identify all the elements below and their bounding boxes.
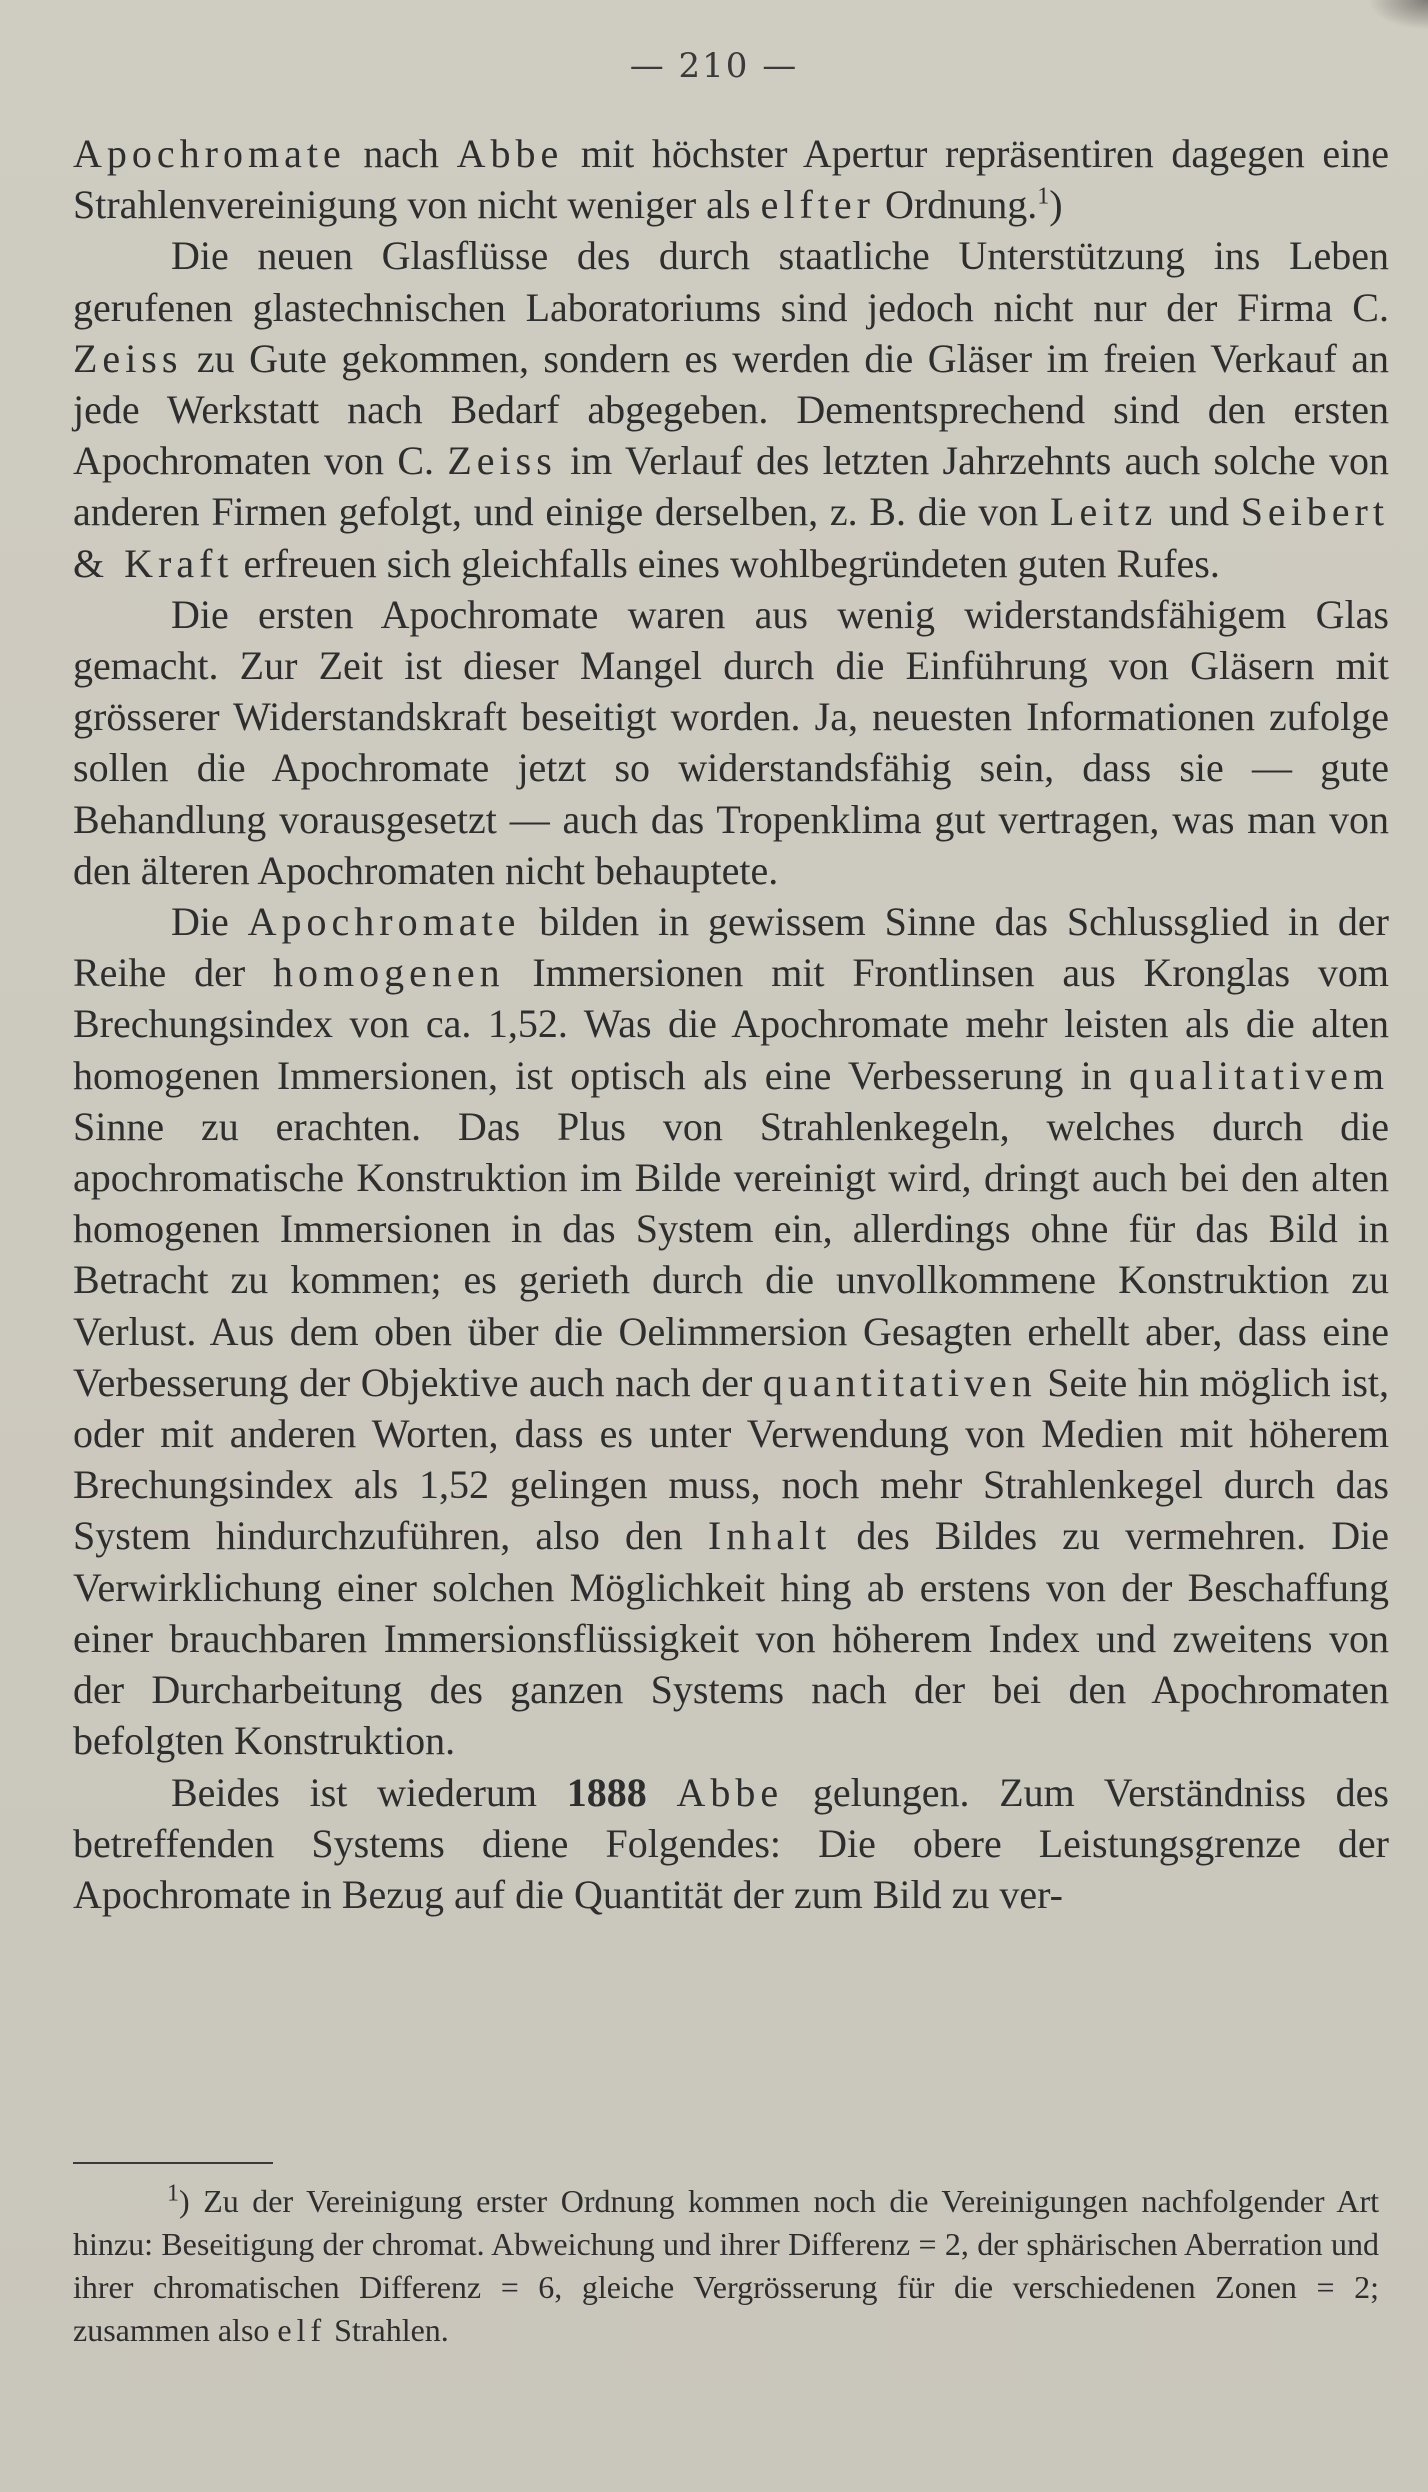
text-span: Seibert & Kraft bbox=[73, 489, 1389, 586]
text-span: zu Gute gekommen, sondern es werden die Gläser im freien Verkauf an jede Werkstatt nach Bedarf abgegeben. Dementsprechend sind den ersten Apochromaten von C. bbox=[73, 335, 1389, 484]
text-span: Strahlen. bbox=[326, 2312, 449, 2348]
footnote-divider bbox=[73, 2162, 273, 2164]
text-span: Apochromate bbox=[73, 131, 346, 176]
text-span: ) bbox=[1049, 182, 1063, 228]
text-span: Immersionen mit Frontlinsen aus Kronglas vom Brechungsindex von ca. 1,52. Was die Apochromate mehr leisten als die alten homogenen Immersionen, ist optisch als eine Verbesserung in bbox=[73, 950, 1389, 1098]
footnote bbox=[73, 2180, 1379, 2352]
page-corner-shadow bbox=[1368, 0, 1428, 30]
text-span: ) Zu der Vereinigung erster Ordnung kommen noch die Vereinigungen nachfolgender Art hinzu: Beseitigung der chromat. Abweichung und ihrer Differenz = 2, der sphärischen Aberration und ihrer chromatischen Differenz = 6, gleiche Vergrösserung für die verschiedenen Zonen = 2; zusammen also bbox=[73, 2183, 1379, 2348]
text-span: Beides ist wiederum bbox=[171, 1769, 567, 1815]
text-span: elfter bbox=[760, 182, 875, 228]
footnote-reference: 1 bbox=[1037, 183, 1050, 210]
text-span: Abbe bbox=[456, 131, 564, 176]
text-span: Zeiss bbox=[447, 438, 557, 484]
paragraph-4 bbox=[73, 896, 1389, 1766]
text-span: gelungen. Zum Verständniss des betreffenden Systems diene Folgendes: Die obere Leistungsgrenze der Apochromate in Bezug auf die Quantität der zum Bild zu ver- bbox=[73, 1769, 1389, 1917]
body-text bbox=[73, 128, 1389, 1920]
footnote-marker: 1 bbox=[167, 2180, 179, 2207]
text-span: qualitativem bbox=[1129, 1052, 1389, 1098]
text-span: im Verlauf des letzten Jahrzehnts auch solche von anderen Firmen gefolgt, und einige derselben, z. B. die von bbox=[73, 438, 1390, 535]
text-span bbox=[647, 1770, 677, 1815]
text-span: Leitz bbox=[1050, 489, 1158, 535]
paragraph-1 bbox=[73, 128, 1389, 230]
text-span: bilden in gewissem Sinne das Schlussglied in der Reihe der bbox=[73, 899, 1389, 996]
page-number: — 210 — bbox=[629, 46, 799, 86]
text-span: Abbe bbox=[676, 1769, 784, 1815]
text-span: quantitativen bbox=[762, 1359, 1037, 1405]
text-span: Die ersten Apochromate waren aus wenig widerstandsfähigem Glas gemacht. Zur Zeit ist dieser Mangel durch die Einführung von Gläsern mit grösserer Widerstandskraft beseitigt worden. Ja, neuesten Informationen zufolge sollen die Apochromate jetzt so widerstandsfähig sein, dass sie — gute Behandlung vorausgesetzt — auch das Tropenklima gut vertragen, was man von den älteren Apochromaten nicht behauptete. bbox=[73, 591, 1389, 893]
text-span: Seite hin möglich ist, oder mit anderen Worten, dass es unter Verwendung von Medien mit höherem Brechungsindex als 1,52 gelingen muss, noch mehr Strahlenkegel durch das System hindurchzuführen, also den bbox=[73, 1359, 1390, 1559]
text-span: elf bbox=[277, 2312, 327, 2348]
paragraph-5 bbox=[73, 1767, 1389, 1921]
paragraph-2 bbox=[73, 230, 1389, 588]
text-span: Die bbox=[171, 899, 248, 945]
paragraph-3 bbox=[73, 589, 1389, 896]
footnote-paragraph bbox=[73, 2180, 1379, 2352]
text-span: Apochromate bbox=[247, 899, 521, 945]
text-span: und bbox=[1157, 489, 1241, 535]
text-span: Ordnung. bbox=[874, 182, 1038, 228]
text-span: Die neuen Glasflüsse des durch staatliche Unterstützung ins Leben gerufenen glastechnischen Laboratoriums sind jedoch nicht nur der Firma C. bbox=[73, 233, 1389, 330]
text-span: Inhalt bbox=[707, 1513, 832, 1559]
text-span: Zeiss bbox=[73, 335, 183, 381]
text-span: des Bildes zu vermehren. Die Verwirklichung einer solchen Möglichkeit hing ab erstens von der Beschaffung einer brauchbaren Immersionsflüssigkeit von höherem Index und zweitens von der Durcharbeitung des ganzen Systems nach der bei den Apochromaten befolgten Konstruktion. bbox=[73, 1513, 1389, 1764]
text-span: 1888 bbox=[566, 1769, 647, 1815]
text-span: nach bbox=[345, 131, 457, 176]
text-span: erfreuen sich gleichfalls eines wohlbegründeten guten Rufes. bbox=[233, 540, 1220, 586]
text-span: mit höchster Apertur repräsentiren dagegen eine Strahlenvereinigung von nicht weniger als bbox=[73, 131, 1389, 228]
text-span: homogenen bbox=[272, 950, 505, 996]
text-span: Sinne zu erachten. Das Plus von Strahlenkegeln, welches durch die apochromatische Konstruktion im Bilde vereinigt wird, dringt auch bei den alten homogenen Immersionen in das System ein, allerdings ohne für das Bild in Betracht zu kommen; es gerieth durch die unvollkommene Konstruktion zu Verlust. Aus dem oben über die Oelimmersion Gesagten erhellt aber, dass eine Verbesserung der Objektive auch nach der bbox=[73, 1103, 1389, 1405]
